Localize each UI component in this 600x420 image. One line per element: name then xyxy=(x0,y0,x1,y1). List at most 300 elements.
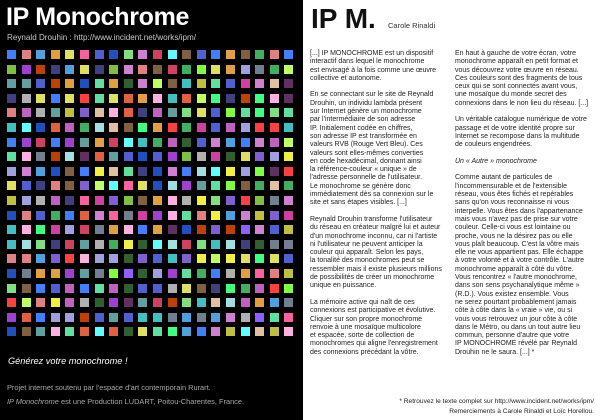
monochrome-cell[interactable] xyxy=(197,65,206,74)
monochrome-cell[interactable] xyxy=(284,181,293,190)
monochrome-cell[interactable] xyxy=(211,211,220,220)
monochrome-cell[interactable] xyxy=(51,211,60,220)
monochrome-cell[interactable] xyxy=(22,181,31,190)
monochrome-cell[interactable] xyxy=(168,50,177,59)
monochrome-cell[interactable] xyxy=(182,313,191,322)
monochrome-cell[interactable] xyxy=(124,269,133,278)
monochrome-cell[interactable] xyxy=(95,254,104,263)
monochrome-cell[interactable] xyxy=(51,298,60,307)
monochrome-cell[interactable] xyxy=(138,240,147,249)
monochrome-cell[interactable] xyxy=(80,181,89,190)
monochrome-cell[interactable] xyxy=(255,50,264,59)
monochrome-cell[interactable] xyxy=(138,138,147,147)
monochrome-cell[interactable] xyxy=(284,313,293,322)
monochrome-cell[interactable] xyxy=(80,240,89,249)
monochrome-cell[interactable] xyxy=(138,152,147,161)
monochrome-cell[interactable] xyxy=(197,94,206,103)
monochrome-cell[interactable] xyxy=(22,123,31,132)
monochrome-cell[interactable] xyxy=(241,327,250,336)
monochrome-cell[interactable] xyxy=(138,269,147,278)
monochrome-cell[interactable] xyxy=(7,181,16,190)
monochrome-cell[interactable] xyxy=(255,254,264,263)
monochrome-cell[interactable] xyxy=(168,225,177,234)
monochrome-cell[interactable] xyxy=(182,298,191,307)
monochrome-cell[interactable] xyxy=(80,152,89,161)
monochrome-cell[interactable] xyxy=(197,284,206,293)
monochrome-cell[interactable] xyxy=(226,269,235,278)
monochrome-cell[interactable] xyxy=(36,327,45,336)
monochrome-cell[interactable] xyxy=(153,196,162,205)
monochrome-cell[interactable] xyxy=(95,94,104,103)
monochrome-cell[interactable] xyxy=(284,254,293,263)
monochrome-cell[interactable] xyxy=(241,167,250,176)
monochrome-cell[interactable] xyxy=(36,181,45,190)
monochrome-cell[interactable] xyxy=(124,123,133,132)
monochrome-cell[interactable] xyxy=(153,108,162,117)
monochrome-cell[interactable] xyxy=(36,298,45,307)
monochrome-cell[interactable] xyxy=(51,65,60,74)
monochrome-cell[interactable] xyxy=(109,240,118,249)
monochrome-cell[interactable] xyxy=(36,284,45,293)
monochrome-cell[interactable] xyxy=(109,298,118,307)
monochrome-cell[interactable] xyxy=(138,327,147,336)
monochrome-cell[interactable] xyxy=(241,181,250,190)
monochrome-cell[interactable] xyxy=(65,152,74,161)
monochrome-cell[interactable] xyxy=(7,225,16,234)
monochrome-cell[interactable] xyxy=(22,196,31,205)
monochrome-cell[interactable] xyxy=(22,225,31,234)
monochrome-cell[interactable] xyxy=(36,225,45,234)
monochrome-cell[interactable] xyxy=(109,313,118,322)
monochrome-cell[interactable] xyxy=(7,94,16,103)
monochrome-cell[interactable] xyxy=(138,313,147,322)
monochrome-cell[interactable] xyxy=(36,79,45,88)
monochrome-cell[interactable] xyxy=(51,225,60,234)
monochrome-cell[interactable] xyxy=(7,79,16,88)
monochrome-cell[interactable] xyxy=(124,108,133,117)
monochrome-cell[interactable] xyxy=(168,167,177,176)
monochrome-cell[interactable] xyxy=(153,94,162,103)
monochrome-cell[interactable] xyxy=(65,211,74,220)
monochrome-cell[interactable] xyxy=(7,196,16,205)
monochrome-cell[interactable] xyxy=(138,284,147,293)
monochrome-cell[interactable] xyxy=(153,181,162,190)
monochrome-cell[interactable] xyxy=(197,181,206,190)
monochrome-cell[interactable] xyxy=(153,225,162,234)
monochrome-cell[interactable] xyxy=(168,65,177,74)
monochrome-cell[interactable] xyxy=(80,269,89,278)
monochrome-cell[interactable] xyxy=(168,313,177,322)
monochrome-cell[interactable] xyxy=(153,65,162,74)
monochrome-cell[interactable] xyxy=(65,254,74,263)
monochrome-cell[interactable] xyxy=(197,108,206,117)
monochrome-cell[interactable] xyxy=(65,327,74,336)
monochrome-cell[interactable] xyxy=(51,79,60,88)
monochrome-cell[interactable] xyxy=(182,181,191,190)
monochrome-cell[interactable] xyxy=(168,196,177,205)
monochrome-cell[interactable] xyxy=(197,211,206,220)
monochrome-cell[interactable] xyxy=(36,50,45,59)
monochrome-cell[interactable] xyxy=(109,327,118,336)
monochrome-cell[interactable] xyxy=(270,225,279,234)
monochrome-cell[interactable] xyxy=(241,65,250,74)
monochrome-cell[interactable] xyxy=(182,152,191,161)
monochrome-cell[interactable] xyxy=(65,225,74,234)
monochrome-cell[interactable] xyxy=(95,123,104,132)
monochrome-cell[interactable] xyxy=(80,167,89,176)
monochrome-cell[interactable] xyxy=(138,225,147,234)
monochrome-cell[interactable] xyxy=(65,181,74,190)
monochrome-cell[interactable] xyxy=(226,313,235,322)
monochrome-cell[interactable] xyxy=(211,181,220,190)
monochrome-cell[interactable] xyxy=(168,108,177,117)
monochrome-cell[interactable] xyxy=(138,196,147,205)
monochrome-cell[interactable] xyxy=(226,225,235,234)
monochrome-cell[interactable] xyxy=(80,50,89,59)
monochrome-cell[interactable] xyxy=(270,94,279,103)
monochrome-cell[interactable] xyxy=(124,65,133,74)
monochrome-cell[interactable] xyxy=(124,138,133,147)
monochrome-cell[interactable] xyxy=(284,269,293,278)
monochrome-cell[interactable] xyxy=(197,123,206,132)
monochrome-cell[interactable] xyxy=(153,211,162,220)
monochrome-cell[interactable] xyxy=(124,254,133,263)
monochrome-cell[interactable] xyxy=(65,50,74,59)
monochrome-cell[interactable] xyxy=(109,94,118,103)
monochrome-cell[interactable] xyxy=(80,254,89,263)
monochrome-cell[interactable] xyxy=(182,108,191,117)
generate-monochrome-link[interactable]: Générez votre monochrome ! xyxy=(8,356,128,366)
monochrome-cell[interactable] xyxy=(211,138,220,147)
monochrome-cell[interactable] xyxy=(95,138,104,147)
monochrome-cell[interactable] xyxy=(80,327,89,336)
monochrome-cell[interactable] xyxy=(124,50,133,59)
monochrome-cell[interactable] xyxy=(255,123,264,132)
monochrome-cell[interactable] xyxy=(226,254,235,263)
monochrome-cell[interactable] xyxy=(284,327,293,336)
monochrome-cell[interactable] xyxy=(241,211,250,220)
monochrome-cell[interactable] xyxy=(138,254,147,263)
monochrome-cell[interactable] xyxy=(124,313,133,322)
monochrome-cell[interactable] xyxy=(95,225,104,234)
monochrome-cell[interactable] xyxy=(22,298,31,307)
monochrome-cell[interactable] xyxy=(270,254,279,263)
monochrome-cell[interactable] xyxy=(168,123,177,132)
monochrome-cell[interactable] xyxy=(7,327,16,336)
monochrome-cell[interactable] xyxy=(109,181,118,190)
monochrome-cell[interactable] xyxy=(255,94,264,103)
monochrome-cell[interactable] xyxy=(22,108,31,117)
monochrome-cell[interactable] xyxy=(51,254,60,263)
monochrome-cell[interactable] xyxy=(36,269,45,278)
monochrome-cell[interactable] xyxy=(51,269,60,278)
monochrome-cell[interactable] xyxy=(80,284,89,293)
monochrome-cell[interactable] xyxy=(109,196,118,205)
monochrome-cell[interactable] xyxy=(197,196,206,205)
monochrome-cell[interactable] xyxy=(168,138,177,147)
monochrome-cell[interactable] xyxy=(7,65,16,74)
monochrome-cell[interactable] xyxy=(22,65,31,74)
monochrome-cell[interactable] xyxy=(241,94,250,103)
monochrome-cell[interactable] xyxy=(65,167,74,176)
monochrome-cell[interactable] xyxy=(22,152,31,161)
monochrome-cell[interactable] xyxy=(95,79,104,88)
monochrome-cell[interactable] xyxy=(270,269,279,278)
monochrome-cell[interactable] xyxy=(153,269,162,278)
monochrome-cell[interactable] xyxy=(36,123,45,132)
monochrome-cell[interactable] xyxy=(80,298,89,307)
monochrome-cell[interactable] xyxy=(226,284,235,293)
monochrome-cell[interactable] xyxy=(153,327,162,336)
monochrome-cell[interactable] xyxy=(182,254,191,263)
monochrome-cell[interactable] xyxy=(270,108,279,117)
monochrome-cell[interactable] xyxy=(241,196,250,205)
monochrome-cell[interactable] xyxy=(109,152,118,161)
monochrome-cell[interactable] xyxy=(95,313,104,322)
monochrome-cell[interactable] xyxy=(124,225,133,234)
monochrome-cell[interactable] xyxy=(36,211,45,220)
monochrome-cell[interactable] xyxy=(241,254,250,263)
monochrome-cell[interactable] xyxy=(7,50,16,59)
footnote-link[interactable]: * Retrouvez le texte complet sur http://www.incident.net/works/ipm/ xyxy=(399,398,594,405)
monochrome-cell[interactable] xyxy=(168,94,177,103)
monochrome-cell[interactable] xyxy=(36,108,45,117)
monochrome-cell[interactable] xyxy=(168,327,177,336)
monochrome-cell[interactable] xyxy=(51,196,60,205)
monochrome-cell[interactable] xyxy=(270,152,279,161)
monochrome-cell[interactable] xyxy=(124,79,133,88)
monochrome-cell[interactable] xyxy=(182,196,191,205)
monochrome-cell[interactable] xyxy=(270,50,279,59)
monochrome-cell[interactable] xyxy=(226,123,235,132)
monochrome-cell[interactable] xyxy=(95,65,104,74)
monochrome-cell[interactable] xyxy=(95,284,104,293)
monochrome-cell[interactable] xyxy=(284,225,293,234)
monochrome-cell[interactable] xyxy=(80,313,89,322)
monochrome-cell[interactable] xyxy=(138,65,147,74)
monochrome-cell[interactable] xyxy=(65,298,74,307)
monochrome-cell[interactable] xyxy=(80,138,89,147)
monochrome-cell[interactable] xyxy=(270,298,279,307)
monochrome-cell[interactable] xyxy=(65,108,74,117)
monochrome-cell[interactable] xyxy=(270,327,279,336)
monochrome-cell[interactable] xyxy=(255,65,264,74)
monochrome-cell[interactable] xyxy=(124,167,133,176)
monochrome-cell[interactable] xyxy=(168,181,177,190)
monochrome-cell[interactable] xyxy=(109,79,118,88)
monochrome-cell[interactable] xyxy=(138,123,147,132)
monochrome-cell[interactable] xyxy=(211,313,220,322)
monochrome-cell[interactable] xyxy=(197,225,206,234)
monochrome-cell[interactable] xyxy=(36,138,45,147)
monochrome-cell[interactable] xyxy=(65,284,74,293)
monochrome-cell[interactable] xyxy=(241,79,250,88)
monochrome-cell[interactable] xyxy=(36,65,45,74)
monochrome-cell[interactable] xyxy=(270,240,279,249)
monochrome-cell[interactable] xyxy=(255,167,264,176)
monochrome-cell[interactable] xyxy=(65,79,74,88)
monochrome-cell[interactable] xyxy=(7,284,16,293)
monochrome-cell[interactable] xyxy=(255,313,264,322)
monochrome-cell[interactable] xyxy=(255,152,264,161)
monochrome-cell[interactable] xyxy=(284,298,293,307)
monochrome-cell[interactable] xyxy=(22,94,31,103)
monochrome-cell[interactable] xyxy=(153,167,162,176)
monochrome-cell[interactable] xyxy=(270,211,279,220)
monochrome-cell[interactable] xyxy=(65,196,74,205)
monochrome-cell[interactable] xyxy=(95,269,104,278)
monochrome-cell[interactable] xyxy=(22,313,31,322)
monochrome-cell[interactable] xyxy=(255,181,264,190)
monochrome-cell[interactable] xyxy=(211,284,220,293)
monochrome-cell[interactable] xyxy=(95,211,104,220)
monochrome-cell[interactable] xyxy=(182,211,191,220)
monochrome-cell[interactable] xyxy=(284,79,293,88)
monochrome-cell[interactable] xyxy=(109,284,118,293)
monochrome-cell[interactable] xyxy=(124,327,133,336)
monochrome-cell[interactable] xyxy=(226,65,235,74)
monochrome-cell[interactable] xyxy=(197,327,206,336)
monochrome-cell[interactable] xyxy=(211,196,220,205)
monochrome-cell[interactable] xyxy=(36,240,45,249)
monochrome-cell[interactable] xyxy=(51,284,60,293)
monochrome-cell[interactable] xyxy=(211,50,220,59)
monochrome-cell[interactable] xyxy=(153,298,162,307)
monochrome-cell[interactable] xyxy=(168,298,177,307)
monochrome-cell[interactable] xyxy=(241,240,250,249)
monochrome-cell[interactable] xyxy=(95,108,104,117)
monochrome-cell[interactable] xyxy=(138,211,147,220)
monochrome-cell[interactable] xyxy=(22,50,31,59)
monochrome-cell[interactable] xyxy=(168,79,177,88)
monochrome-cell[interactable] xyxy=(270,65,279,74)
monochrome-cell[interactable] xyxy=(95,181,104,190)
monochrome-cell[interactable] xyxy=(109,254,118,263)
monochrome-cell[interactable] xyxy=(109,108,118,117)
monochrome-cell[interactable] xyxy=(22,211,31,220)
monochrome-cell[interactable] xyxy=(255,211,264,220)
monochrome-cell[interactable] xyxy=(241,313,250,322)
monochrome-cell[interactable] xyxy=(22,240,31,249)
monochrome-cell[interactable] xyxy=(226,152,235,161)
monochrome-cell[interactable] xyxy=(211,225,220,234)
monochrome-cell[interactable] xyxy=(270,167,279,176)
monochrome-cell[interactable] xyxy=(51,327,60,336)
monochrome-cell[interactable] xyxy=(65,65,74,74)
monochrome-cell[interactable] xyxy=(226,211,235,220)
monochrome-cell[interactable] xyxy=(241,152,250,161)
monochrome-cell[interactable] xyxy=(284,94,293,103)
monochrome-cell[interactable] xyxy=(7,313,16,322)
monochrome-cell[interactable] xyxy=(226,327,235,336)
monochrome-cell[interactable] xyxy=(226,298,235,307)
monochrome-cell[interactable] xyxy=(36,152,45,161)
monochrome-cell[interactable] xyxy=(270,123,279,132)
monochrome-cell[interactable] xyxy=(284,108,293,117)
monochrome-cell[interactable] xyxy=(270,79,279,88)
monochrome-cell[interactable] xyxy=(138,94,147,103)
monochrome-cell[interactable] xyxy=(65,138,74,147)
monochrome-cell[interactable] xyxy=(284,211,293,220)
monochrome-cell[interactable] xyxy=(22,138,31,147)
monochrome-cell[interactable] xyxy=(211,108,220,117)
monochrome-cell[interactable] xyxy=(197,167,206,176)
monochrome-cell[interactable] xyxy=(226,108,235,117)
monochrome-cell[interactable] xyxy=(241,123,250,132)
monochrome-cell[interactable] xyxy=(138,108,147,117)
monochrome-cell[interactable] xyxy=(22,327,31,336)
monochrome-cell[interactable] xyxy=(241,298,250,307)
monochrome-cell[interactable] xyxy=(255,298,264,307)
monochrome-cell[interactable] xyxy=(153,152,162,161)
monochrome-cell[interactable] xyxy=(241,225,250,234)
monochrome-cell[interactable] xyxy=(153,79,162,88)
monochrome-cell[interactable] xyxy=(124,152,133,161)
monochrome-cell[interactable] xyxy=(255,269,264,278)
monochrome-cell[interactable] xyxy=(211,269,220,278)
monochrome-cell[interactable] xyxy=(226,196,235,205)
monochrome-cell[interactable] xyxy=(51,50,60,59)
subtitle-url[interactable]: Reynald Drouhin : http://www.incident.net/works/ipm/ xyxy=(7,33,196,42)
monochrome-cell[interactable] xyxy=(211,327,220,336)
monochrome-cell[interactable] xyxy=(182,269,191,278)
monochrome-cell[interactable] xyxy=(109,65,118,74)
monochrome-cell[interactable] xyxy=(65,313,74,322)
monochrome-cell[interactable] xyxy=(153,240,162,249)
monochrome-cell[interactable] xyxy=(95,50,104,59)
monochrome-cell[interactable] xyxy=(153,123,162,132)
monochrome-cell[interactable] xyxy=(51,167,60,176)
monochrome-cell[interactable] xyxy=(255,138,264,147)
monochrome-cell[interactable] xyxy=(138,79,147,88)
monochrome-grid[interactable] xyxy=(7,50,297,340)
monochrome-cell[interactable] xyxy=(197,50,206,59)
monochrome-cell[interactable] xyxy=(270,196,279,205)
monochrome-cell[interactable] xyxy=(124,181,133,190)
monochrome-cell[interactable] xyxy=(36,254,45,263)
monochrome-cell[interactable] xyxy=(182,94,191,103)
monochrome-cell[interactable] xyxy=(284,240,293,249)
monochrome-cell[interactable] xyxy=(124,211,133,220)
monochrome-cell[interactable] xyxy=(255,327,264,336)
monochrome-cell[interactable] xyxy=(211,240,220,249)
monochrome-cell[interactable] xyxy=(153,138,162,147)
monochrome-cell[interactable] xyxy=(80,79,89,88)
monochrome-cell[interactable] xyxy=(197,269,206,278)
monochrome-cell[interactable] xyxy=(182,284,191,293)
monochrome-cell[interactable] xyxy=(168,254,177,263)
monochrome-cell[interactable] xyxy=(80,211,89,220)
monochrome-cell[interactable] xyxy=(7,211,16,220)
monochrome-cell[interactable] xyxy=(182,79,191,88)
monochrome-cell[interactable] xyxy=(241,50,250,59)
monochrome-cell[interactable] xyxy=(7,123,16,132)
monochrome-cell[interactable] xyxy=(95,196,104,205)
monochrome-cell[interactable] xyxy=(226,181,235,190)
monochrome-cell[interactable] xyxy=(182,65,191,74)
monochrome-cell[interactable] xyxy=(7,269,16,278)
monochrome-cell[interactable] xyxy=(7,152,16,161)
monochrome-cell[interactable] xyxy=(226,79,235,88)
monochrome-cell[interactable] xyxy=(182,225,191,234)
monochrome-cell[interactable] xyxy=(109,138,118,147)
monochrome-cell[interactable] xyxy=(211,65,220,74)
monochrome-cell[interactable] xyxy=(138,167,147,176)
monochrome-cell[interactable] xyxy=(65,123,74,132)
monochrome-cell[interactable] xyxy=(182,138,191,147)
monochrome-cell[interactable] xyxy=(22,269,31,278)
monochrome-cell[interactable] xyxy=(182,123,191,132)
